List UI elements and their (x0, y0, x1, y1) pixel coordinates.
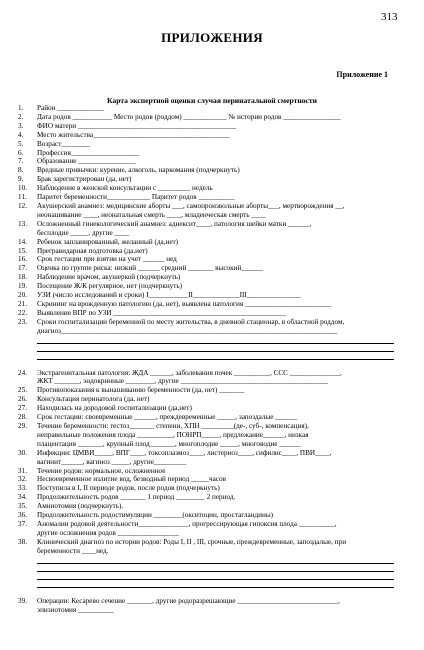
item-continuation: беременности ____нед. (37, 546, 109, 555)
item-number: 14. (18, 237, 27, 246)
item-text: Консультация перинатолога (да, нет) (37, 395, 150, 404)
item-text: Место жительства______________________________________ (37, 130, 230, 139)
item-number: 25. (18, 386, 27, 395)
item-number: 22. (18, 308, 27, 317)
item-text: Сроки госпитализации беременной по месту жительства, в дневной стационар, в областной роддом, (37, 317, 345, 326)
item-text: Клинический диагноз по истории родов: Роды I, II , III, срочные, преждевременные, запоздалые, при (37, 537, 347, 546)
page-title: ПРИЛОЖЕНИЯ (161, 30, 263, 45)
item-number: 18. (18, 273, 27, 282)
form-item (18, 318, 398, 327)
form-item (18, 193, 398, 202)
item-number: 12. (18, 201, 27, 210)
item-number: 32. (18, 475, 27, 484)
item-text: Ребенок запланированный, желанный (да,нет) (37, 237, 179, 246)
form-item (18, 511, 398, 520)
blank-answer-line (37, 344, 394, 352)
item-text: Скрининг на врожденную патологию (да, нет), выявлена патология ________________________ (37, 299, 332, 308)
blank-answer-line (37, 564, 394, 572)
item-text: ФИО матери ____________________________________________ (37, 121, 237, 130)
item-continuation: плацентация _______, крупный плод_______, многоплодие _____, многоводие ______ (37, 439, 301, 448)
item-number: 38. (18, 537, 27, 546)
item-text: Амниотомия (подчеркнуть). (37, 502, 124, 511)
form-item (18, 300, 398, 309)
form-item (18, 404, 398, 413)
item-number: 17. (18, 264, 27, 273)
item-text: Несвоевременное излитие вод, безводный период _____часов (37, 475, 226, 484)
item-number: 28. (18, 413, 27, 422)
form-item (18, 122, 398, 131)
item-continuation: диагноз_____________________________________________________________________________ (37, 326, 338, 335)
item-number: 3. (18, 121, 24, 130)
item-number: 33. (18, 484, 27, 493)
form-item (18, 502, 398, 511)
item-number: 19. (18, 282, 27, 291)
item-number: 11. (18, 193, 27, 202)
card-title: Карта экспертной оценки случая перинатальной смертности (107, 96, 317, 105)
item-text: Осложненный гинекологический анамнез: аднексит____, патология шейки матки ______, (37, 219, 312, 228)
blank-answer-line (37, 556, 394, 564)
item-continuation: вагинит______, вагиноз _____, другие_________ (37, 457, 187, 466)
item-text: Образование ________________ (37, 157, 136, 166)
item-text: Инфекции: ЦМВИ_____, ВПГ____, токсоплазмоз____, листериоз____, сифилис____, ПВИ____, (37, 448, 332, 457)
form-item (18, 149, 398, 158)
item-text: Продолжительность родостимуляции ________(окситоцин, простагландины) (37, 511, 274, 520)
item-number: 31. (18, 466, 27, 475)
blank-answer-line (37, 352, 394, 360)
item-text: Продолжительность родов _______ 1 период ________ 2 период. (37, 493, 236, 502)
item-number: 6. (18, 148, 24, 157)
item-number: 20. (18, 291, 27, 300)
form-item (18, 273, 398, 282)
form-item (18, 413, 398, 422)
form-item (18, 247, 398, 256)
item-text: Дата родов ___________ Место родов (роддом) ____________ № истории родов ________________ (37, 112, 341, 121)
page-number: 313 (381, 11, 398, 23)
item-number: 21. (18, 299, 27, 308)
item-number: 27. (18, 404, 27, 413)
form-item (18, 202, 398, 211)
item-number: 23. (18, 317, 27, 326)
form-item (18, 369, 398, 378)
form-item (18, 449, 398, 458)
item-number: 5. (18, 139, 24, 148)
item-text: Срок гестации: своевременные ______, преждевременные _____, запоздалые ______ (37, 413, 297, 422)
form-item (18, 157, 398, 166)
form-item (18, 422, 398, 431)
item-continuation: неонашивание ____, неонатальная смерть ____, младенческая смерть ____ (37, 210, 266, 219)
blank-answer-line (37, 572, 394, 580)
item-number: 7. (18, 157, 24, 166)
item-number: 36. (18, 511, 27, 520)
item-text: Вредные привычки: курение, алкоголь, наркомания (подчеркнуть) (37, 166, 240, 175)
form-item (18, 484, 398, 493)
item-text: Поступила в I, II периоде родов, после родов (подчеркнуть) (37, 484, 220, 493)
item-number: 16. (18, 255, 27, 264)
blank-answer-line (37, 580, 394, 588)
item-text: Оценка по группе риска: низкий ______ средний _______ высокий______ (37, 264, 263, 273)
item-number: 13. (18, 219, 27, 228)
item-text: Посещение Ж/К регулярное, нет (подчеркнуть) (37, 282, 183, 291)
item-number: 37. (18, 519, 27, 528)
item-continuation: другие осложнения родов _________________ (37, 528, 179, 537)
form-item (18, 175, 398, 184)
form-item (18, 520, 398, 529)
form-item (18, 386, 398, 395)
item-text: Брак зарегистрирован (да, нет) (37, 175, 132, 184)
item-text: Наблюдение врачом, акушеркой (подчеркнуть) (37, 273, 181, 282)
item-number: 10. (18, 184, 27, 193)
form-item (18, 113, 398, 122)
form-item (18, 131, 398, 140)
item-number: 8. (18, 166, 24, 175)
item-text: Противопоказания к вынашиванию беременности (да, нет) _______ (37, 386, 245, 395)
form-item (18, 255, 398, 264)
item-text: УЗИ (число исследований и сроки) I___________II_____________III_______________ (37, 291, 301, 300)
form-item (18, 291, 398, 300)
form-item (18, 395, 398, 404)
form-item (18, 597, 398, 606)
form-item-list (18, 104, 398, 614)
item-number: 2. (18, 112, 24, 121)
item-text: Операции: Кесарево сечение _______, другие родоразрешающие ____________________________, (37, 596, 340, 605)
form-item (18, 140, 398, 149)
item-text: Паритет беременности____________ Паритет родов __________ (37, 193, 235, 202)
item-text: Находилась на дородовой госпитализации (да,нет) (37, 404, 192, 413)
item-number: 30. (18, 448, 27, 457)
item-text: Экстрагенитальная патология: ЖДА ______, заболевания почек __________, ССС ______________, (37, 368, 342, 377)
item-text: Выявление ВПР по УЗИ ________________________________________________ (37, 308, 286, 317)
form-item (18, 538, 398, 547)
item-text: Течение родов: нормальное, осложненное (37, 466, 166, 475)
form-item (18, 184, 398, 193)
item-number: 35. (18, 502, 27, 511)
item-text: Течение беременности: гестоз_______ степени, ХПН _________(де-, суб-, компенсация), (37, 422, 309, 430)
form-item (18, 220, 398, 229)
item-continuation: ЖКТ _______, эндокринные ________, другие _________________________________________ (37, 377, 329, 386)
form-item (18, 282, 398, 291)
form-item (18, 309, 398, 318)
item-text: Акушерский анамнез: медицинские аборты ___, самопроизвольные аборты___, мертворождения __, (37, 201, 345, 210)
item-continuation: неправильные положения плода __________, ПОНРП_____, предлежание______, низкая (37, 430, 309, 439)
item-text: Район _____________ (37, 104, 104, 112)
item-number: 34. (18, 493, 27, 502)
form-item (18, 475, 398, 484)
item-text: Срок гестации при взятии на учет ______ нед (37, 255, 177, 264)
form-item (18, 238, 398, 247)
item-number: 26. (18, 395, 27, 404)
form-item (18, 493, 398, 502)
item-text: Аномалии родовой деятельности______________, прогрессирующая гипоксия плода __________, (37, 519, 337, 528)
blank-answer-line (37, 336, 394, 344)
item-number: 29. (18, 422, 27, 430)
form-item (18, 104, 398, 113)
item-continuation: эпизиотомия __________ (37, 605, 114, 614)
item-number: 9. (18, 175, 24, 184)
item-continuation: бесплодие _____, другие ____ (37, 228, 129, 237)
form-item (18, 264, 398, 273)
item-number: 39. (18, 596, 27, 605)
appendix-label: Приложение 1 (336, 70, 388, 79)
item-text: Возраст________ (37, 139, 91, 148)
form-item (18, 166, 398, 175)
form-item (18, 467, 398, 476)
item-number: 4. (18, 130, 24, 139)
item-number: 24. (18, 368, 27, 377)
item-text: Прегравидарная подготовка (да,нет) (37, 246, 148, 255)
item-number: 1. (18, 104, 24, 112)
item-text: Профессия___________________ (37, 148, 140, 157)
item-text: Наблюдение в женской консультации с _________ недель (37, 184, 213, 193)
item-number: 15. (18, 246, 27, 255)
